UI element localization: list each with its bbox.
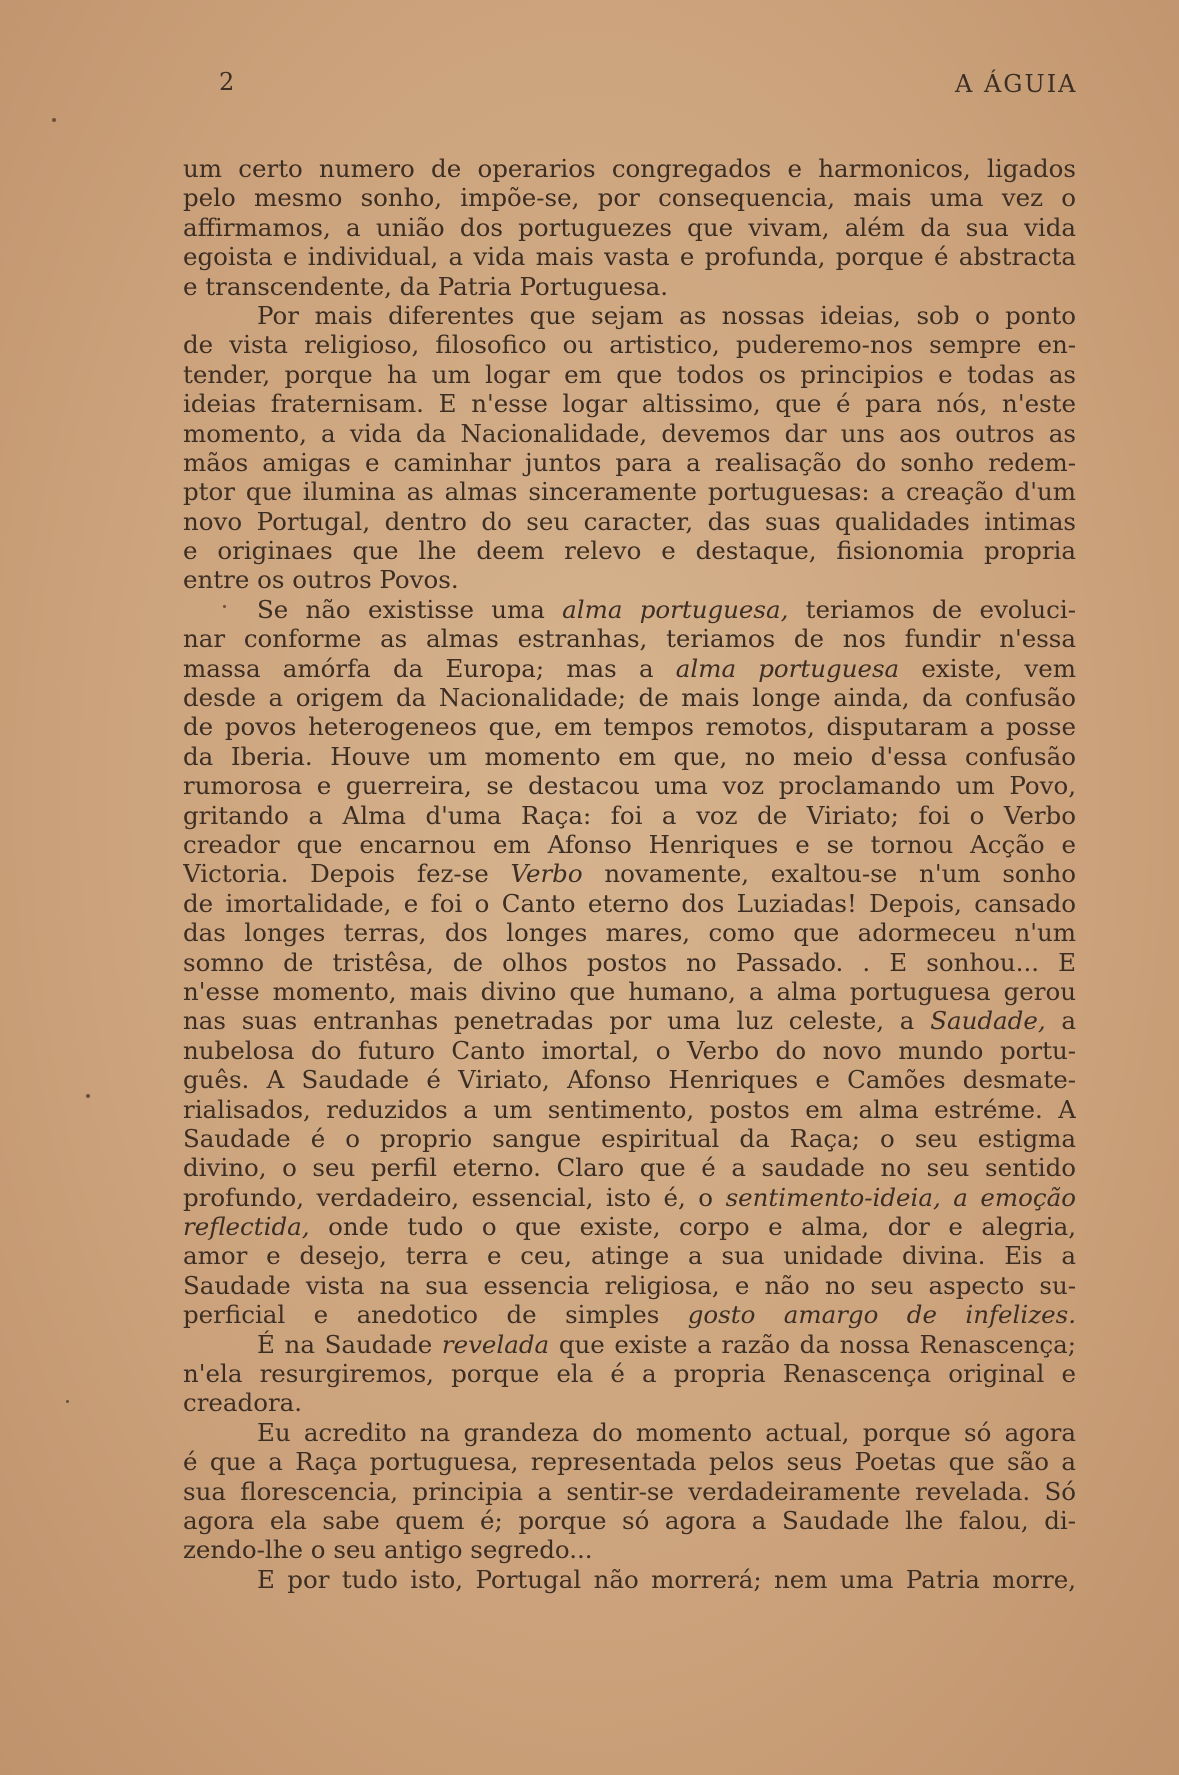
- text-line: [183, 977, 1076, 1006]
- running-head: A ÁGUIA: [955, 70, 1078, 98]
- text-line: [183, 683, 1076, 712]
- text-segment: somno de tristêsa, de olhos postos no Passado. . E sonhou... E: [183, 947, 1076, 977]
- text-line: [183, 1006, 1076, 1035]
- text-line: [183, 918, 1076, 947]
- text-line: [183, 948, 1076, 977]
- text-line: [183, 419, 1076, 448]
- text-line: [183, 1153, 1076, 1182]
- text-segment: nar conforme as almas estranhas, teriamos de nos fundir n'essa: [183, 624, 1076, 654]
- text-line: [183, 154, 1076, 183]
- text-segment: existe, vem: [899, 653, 1076, 683]
- paper-speck: [52, 118, 56, 122]
- text-segment: das longes terras, dos longes mares, como que adormeceu n'um: [183, 918, 1076, 948]
- text-segment: Eu acredito na grandeza do momento actual, porque só agora: [257, 1417, 1076, 1447]
- text-segment: Victoria. Depois fez-se: [183, 859, 511, 889]
- text-segment: rumorosa e guerreira, se destacou uma voz proclamando um Povo,: [183, 771, 1076, 801]
- text-segment: e originaes que lhe deem relevo e destaque, fisionomia propria: [183, 536, 1076, 566]
- text-segment: gritando a Alma d'uma Raça: foi a voz de Viriato; foi o Verbo: [183, 800, 1076, 830]
- text-segment: affirmamos, a união dos portuguezes que vivam, além da sua vida: [183, 212, 1076, 242]
- italic-phrase: alma portuguesa: [675, 653, 900, 683]
- text-line: [183, 1241, 1076, 1270]
- text-segment: nubelosa do futuro Canto imortal, o Verbo do novo mundo portu-: [183, 1035, 1076, 1065]
- text-segment: Saudade é o proprio sangue espiritual da Raça; o seu estigma: [183, 1123, 1076, 1153]
- text-line: [183, 889, 1076, 918]
- italic-phrase: reflectida,: [183, 1212, 310, 1242]
- text-line: [183, 213, 1076, 242]
- text-segment: que existe a razão da nossa Renascença;: [549, 1329, 1076, 1359]
- text-line: [183, 1065, 1076, 1094]
- text-line: [183, 1418, 1076, 1447]
- italic-phrase: sentimento-ideia, a emoção: [725, 1182, 1076, 1212]
- italic-phrase: alma portuguesa,: [562, 594, 789, 624]
- text-segment: sua florescencia, principia a sentir-se verdadeiramente revelada. Só: [183, 1476, 1076, 1506]
- text-segment: ptor que ilumina as almas sinceramente portuguesas: a creação d'um: [183, 477, 1076, 507]
- text-segment: rialisados, reduzidos a um sentimento, postos em alma estréme. A: [183, 1094, 1076, 1124]
- text-segment: profundo, verdadeiro, essencial, isto é, o: [183, 1182, 726, 1212]
- text-line: [183, 712, 1076, 741]
- paper-speck: [86, 1094, 90, 1098]
- italic-phrase: Verbo: [510, 859, 583, 889]
- text-line: [183, 830, 1076, 859]
- text-line: [183, 507, 1076, 536]
- text-line: [183, 1447, 1076, 1476]
- text-line: [183, 771, 1076, 800]
- text-segment: nas suas entranhas penetradas por uma luz celeste, a: [183, 1006, 931, 1036]
- text-segment: agora ela sabe quem é; porque só agora a Saudade lhe falou, di-: [183, 1505, 1076, 1535]
- text-segment: da Iberia. Houve um momento em que, no meio d'essa confusão: [183, 741, 1076, 771]
- text-line: [183, 301, 1076, 330]
- italic-phrase: Saudade,: [930, 1006, 1046, 1036]
- text-line: [183, 1359, 1076, 1388]
- text-segment: guês. A Saudade é Viriato, Afonso Henriques e Camões desmate-: [183, 1065, 1076, 1095]
- text-segment: Saudade vista na sua essencia religiosa, e não no seu aspecto su-: [183, 1270, 1076, 1300]
- text-segment: de povos heterogeneos que, em tempos remotos, disputaram a posse: [183, 712, 1076, 742]
- italic-phrase: gosto amargo de infelizes.: [687, 1300, 1076, 1330]
- text-segment: creadora.: [183, 1388, 303, 1418]
- text-line: [183, 272, 1076, 301]
- text-line: [183, 595, 1076, 624]
- paper-speck: [66, 1400, 69, 1403]
- text-line: [183, 1535, 1076, 1564]
- text-segment: tender, porque ha um logar em que todos os principios e todas as: [183, 359, 1076, 389]
- paper-speck: [223, 605, 226, 608]
- text-line: [183, 477, 1076, 506]
- text-line: [183, 624, 1076, 653]
- text-segment: um certo numero de operarios congregados e harmonicos, ligados: [183, 154, 1076, 183]
- text-segment: a: [1045, 1006, 1076, 1036]
- italic-phrase: revelada: [441, 1329, 550, 1359]
- text-segment: e transcendente, da Patria Portuguesa.: [183, 271, 669, 301]
- text-line: [183, 859, 1076, 888]
- text-line: [183, 1388, 1076, 1417]
- text-segment: n'ela resurgiremos, porque ela é a propria Renascença original e: [183, 1359, 1076, 1389]
- text-segment: de imortalidade, e foi o Canto eterno dos Luziadas! Depois, cansado: [183, 888, 1076, 918]
- text-line: [183, 1477, 1076, 1506]
- text-segment: é que a Raça portuguesa, representada pelos seus Poetas que são a: [183, 1447, 1076, 1477]
- text-line: [183, 1271, 1076, 1300]
- text-segment: egoista e individual, a vida mais vasta e profunda, porque é abstracta: [183, 242, 1076, 272]
- text-line: [183, 801, 1076, 830]
- text-segment: teriamos de evoluci-: [788, 594, 1076, 624]
- text-line: [183, 360, 1076, 389]
- text-segment: Por mais diferentes que sejam as nossas ideias, sob o ponto: [257, 300, 1076, 330]
- text-line: [183, 448, 1076, 477]
- text-line: [183, 742, 1076, 771]
- text-segment: perficial e anedotico de simples: [183, 1300, 688, 1330]
- text-segment: desde a origem da Nacionalidade; de mais longe ainda, da confusão: [183, 683, 1076, 713]
- text-segment: ideias fraternisam. E n'esse logar altissimo, que é para nós, n'este: [183, 389, 1076, 419]
- text-line: [183, 1506, 1076, 1535]
- text-line: [183, 1330, 1076, 1359]
- page-number: 2: [219, 68, 236, 96]
- text-line: [183, 183, 1076, 212]
- text-segment: E por tudo isto, Portugal não morrerá; nem uma Patria morre,: [257, 1564, 1076, 1594]
- text-segment: mãos amigas e caminhar juntos para a realisação do sonho redem-: [183, 447, 1076, 477]
- text-segment: novamente, exaltou-se n'um sonho: [582, 859, 1076, 889]
- text-segment: pelo mesmo sonho, impõe-se, por consequencia, mais uma vez o: [183, 183, 1076, 213]
- text-segment: onde tudo o que existe, corpo e alma, dor e alegria,: [309, 1212, 1076, 1242]
- text-line: [183, 1183, 1076, 1212]
- text-segment: zendo-lhe o seu antigo segredo...: [183, 1535, 593, 1565]
- text-line: [183, 330, 1076, 359]
- text-line: [183, 1565, 1076, 1594]
- text-line: [183, 1036, 1076, 1065]
- text-line: [183, 654, 1076, 683]
- text-segment: momento, a vida da Nacionalidade, devemos dar uns aos outros as: [183, 418, 1076, 448]
- text-segment: Se não existisse uma: [257, 594, 563, 624]
- text-segment: de vista religioso, filosofico ou artistico, puderemo-nos sempre en-: [183, 330, 1076, 360]
- text-line: [183, 1212, 1076, 1241]
- text-segment: divino, o seu perfil eterno. Claro que é a saudade no seu sentido: [183, 1153, 1076, 1183]
- text-line: [183, 242, 1076, 271]
- text-segment: entre os outros Povos.: [183, 565, 459, 595]
- text-segment: amor e desejo, terra e ceu, atinge a sua unidade divina. Eis a: [183, 1241, 1076, 1271]
- text-segment: n'esse momento, mais divino que humano, a alma portuguesa gerou: [183, 976, 1076, 1006]
- text-line: [183, 536, 1076, 565]
- text-segment: novo Portugal, dentro do seu caracter, das suas qualidades intimas: [183, 506, 1076, 536]
- text-line: [183, 389, 1076, 418]
- text-line: [183, 1095, 1076, 1124]
- text-segment: É na Saudade: [257, 1329, 442, 1359]
- text-segment: massa amórfa da Europa; mas a: [183, 653, 676, 683]
- body-text: [183, 154, 1076, 1594]
- text-line: [183, 1300, 1076, 1329]
- text-line: [183, 565, 1076, 594]
- text-segment: creador que encarnou em Afonso Henriques e se tornou Acção e: [183, 829, 1076, 859]
- text-line: [183, 1124, 1076, 1153]
